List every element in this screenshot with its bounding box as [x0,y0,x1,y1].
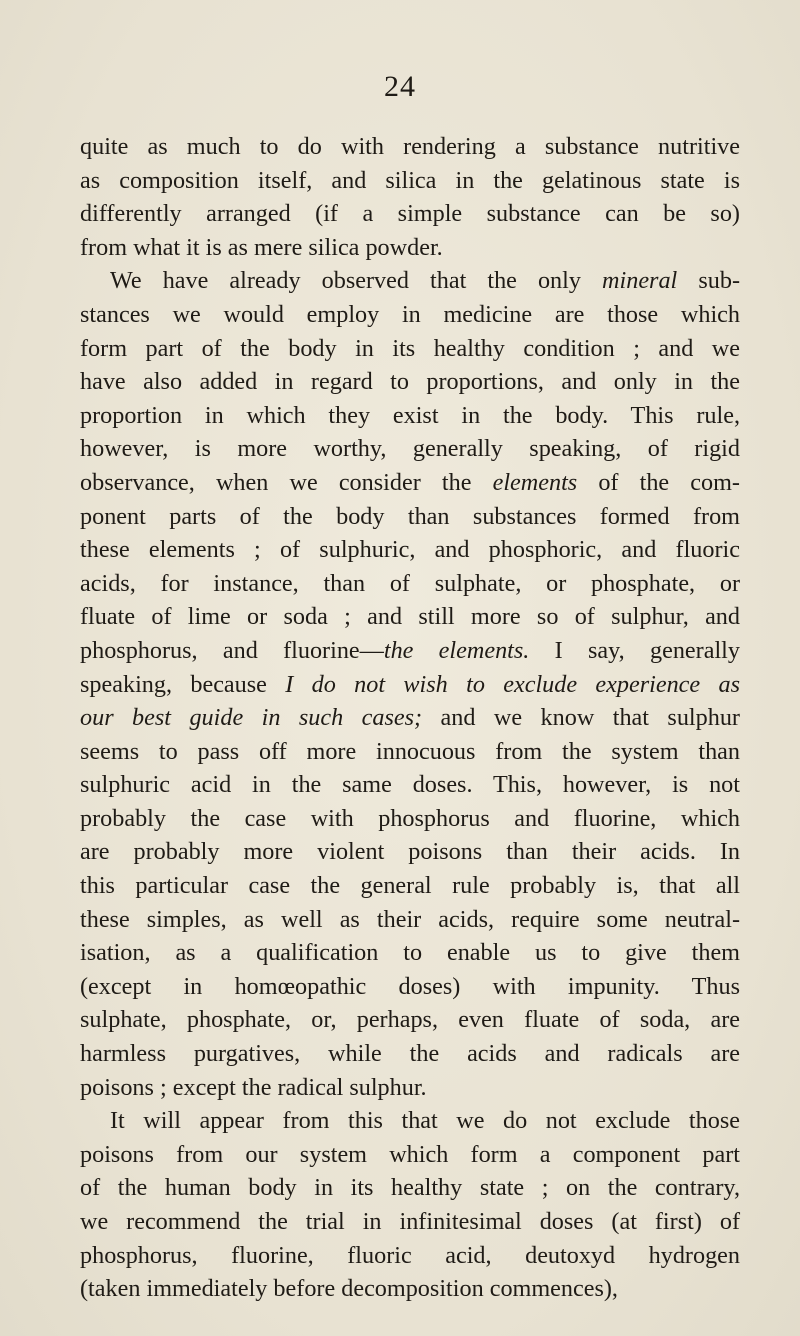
text-line [80,1239,740,1273]
text-line [80,432,740,466]
text-line [80,567,740,601]
page-number: 24 [384,70,416,103]
text-line [80,869,740,903]
text-segment: (except in homœopathic doses) with impunity. Thus [80,972,740,1000]
text-segment: It will appear from this that we do not exclude those [110,1107,740,1135]
text-segment: I say, generally [529,636,740,664]
text-line [80,164,740,198]
text-line [80,332,740,366]
text-segment: have also added in regard to proportions, and only in the [80,368,740,396]
text-line [80,298,740,332]
text-segment: fluate of lime or soda ; and still more so of sulphur, and [80,603,740,631]
text-segment: this particular case the general rule probably is, that all [80,872,740,900]
text-segment: poisons ; except the radical sulphur. [80,1073,427,1101]
text-segment: harmless purgatives, while the acids and radicals are [80,1040,740,1068]
text-line [80,768,740,802]
text-line [80,399,740,433]
text-segment: isation, as a qualification to enable us to give them [80,939,740,967]
text-line [80,365,740,399]
text-line [80,1205,740,1239]
text-segment: phosphorus, and fluorine— [80,636,384,664]
text-line [80,970,740,1004]
text-segment: form part of the body in its healthy condition ; and we [80,334,740,362]
text-segment: from what it is as mere silica powder. [80,233,443,261]
text-line [80,1272,740,1306]
text-segment: phosphorus, fluorine, fluoric acid, deutoxyd hydrogen [80,1241,740,1269]
text-segment: of the com- [577,468,740,496]
text-segment: sulphuric acid in the same doses. This, however, is not [80,771,740,799]
text-segment: acids, for instance, than of sulphate, or phosphate, or [80,569,740,597]
text-segment: however, is more worthy, generally speaking, of rigid [80,435,740,463]
text-segment: and we know that sulphur [422,704,740,732]
text-line [80,466,740,500]
body-text [80,130,740,1306]
text-segment: probably the case with phosphorus and fluorine, which [80,804,740,832]
italic-text: mineral [602,267,678,295]
text-line [80,231,740,265]
text-line [80,500,740,534]
text-segment: speaking, because [80,670,286,698]
italic-text: elements [492,468,578,496]
text-segment: seems to pass off more innocuous from the system than [80,737,740,765]
text-line [80,634,740,668]
text-line [80,802,740,836]
italic-text: the elements. [383,636,530,664]
text-segment: sub- [677,267,740,295]
text-line [80,600,740,634]
text-line [80,701,740,735]
text-line [80,1138,740,1172]
text-segment: we recommend the trial in infinitesimal doses (at first) of [80,1208,740,1235]
text-segment: as composition itself, and silica in the gelatinous state is [80,166,740,194]
text-segment: are probably more violent poisons than their acids. In [80,838,740,866]
text-line [80,1037,740,1071]
text-line [80,903,740,937]
text-line [80,936,740,970]
text-line [80,130,740,164]
text-segment: sulphate, phosphate, or, perhaps, even fluate of soda, are [80,1006,740,1034]
text-line [80,264,740,298]
text-line [80,1104,740,1138]
text-line [80,835,740,869]
text-segment: these elements ; of sulphuric, and phosphoric, and fluoric [80,536,740,564]
text-segment: differently arranged (if a simple substance can be so) [80,200,740,228]
text-line [80,1171,740,1205]
text-segment: We have already observed that the only [110,267,603,295]
text-line [80,533,740,567]
text-line [80,197,740,231]
text-segment: (taken immediately before decomposition commences), [80,1275,618,1303]
text-line [80,668,740,702]
text-line [80,1071,740,1105]
italic-text: I do not wish to exclude experience as [285,670,740,698]
text-segment: these simples, as well as their acids, require some neutral- [80,905,740,933]
text-line [80,1003,740,1037]
text-segment: proportion in which they exist in the body. This rule, [80,401,740,429]
italic-text: our best guide in such cases; [80,704,423,732]
text-segment: stances we would employ in medicine are those which [80,300,740,328]
text-segment: of the human body in its healthy state ; on the contrary, [80,1174,740,1202]
text-segment: poisons from our system which form a component part [80,1140,740,1168]
text-line [80,735,740,769]
text-segment: quite as much to do with rendering a substance nutritive [80,133,740,160]
text-segment: observance, when we consider the [80,468,493,496]
text-segment: ponent parts of the body than substances formed from [80,502,740,530]
